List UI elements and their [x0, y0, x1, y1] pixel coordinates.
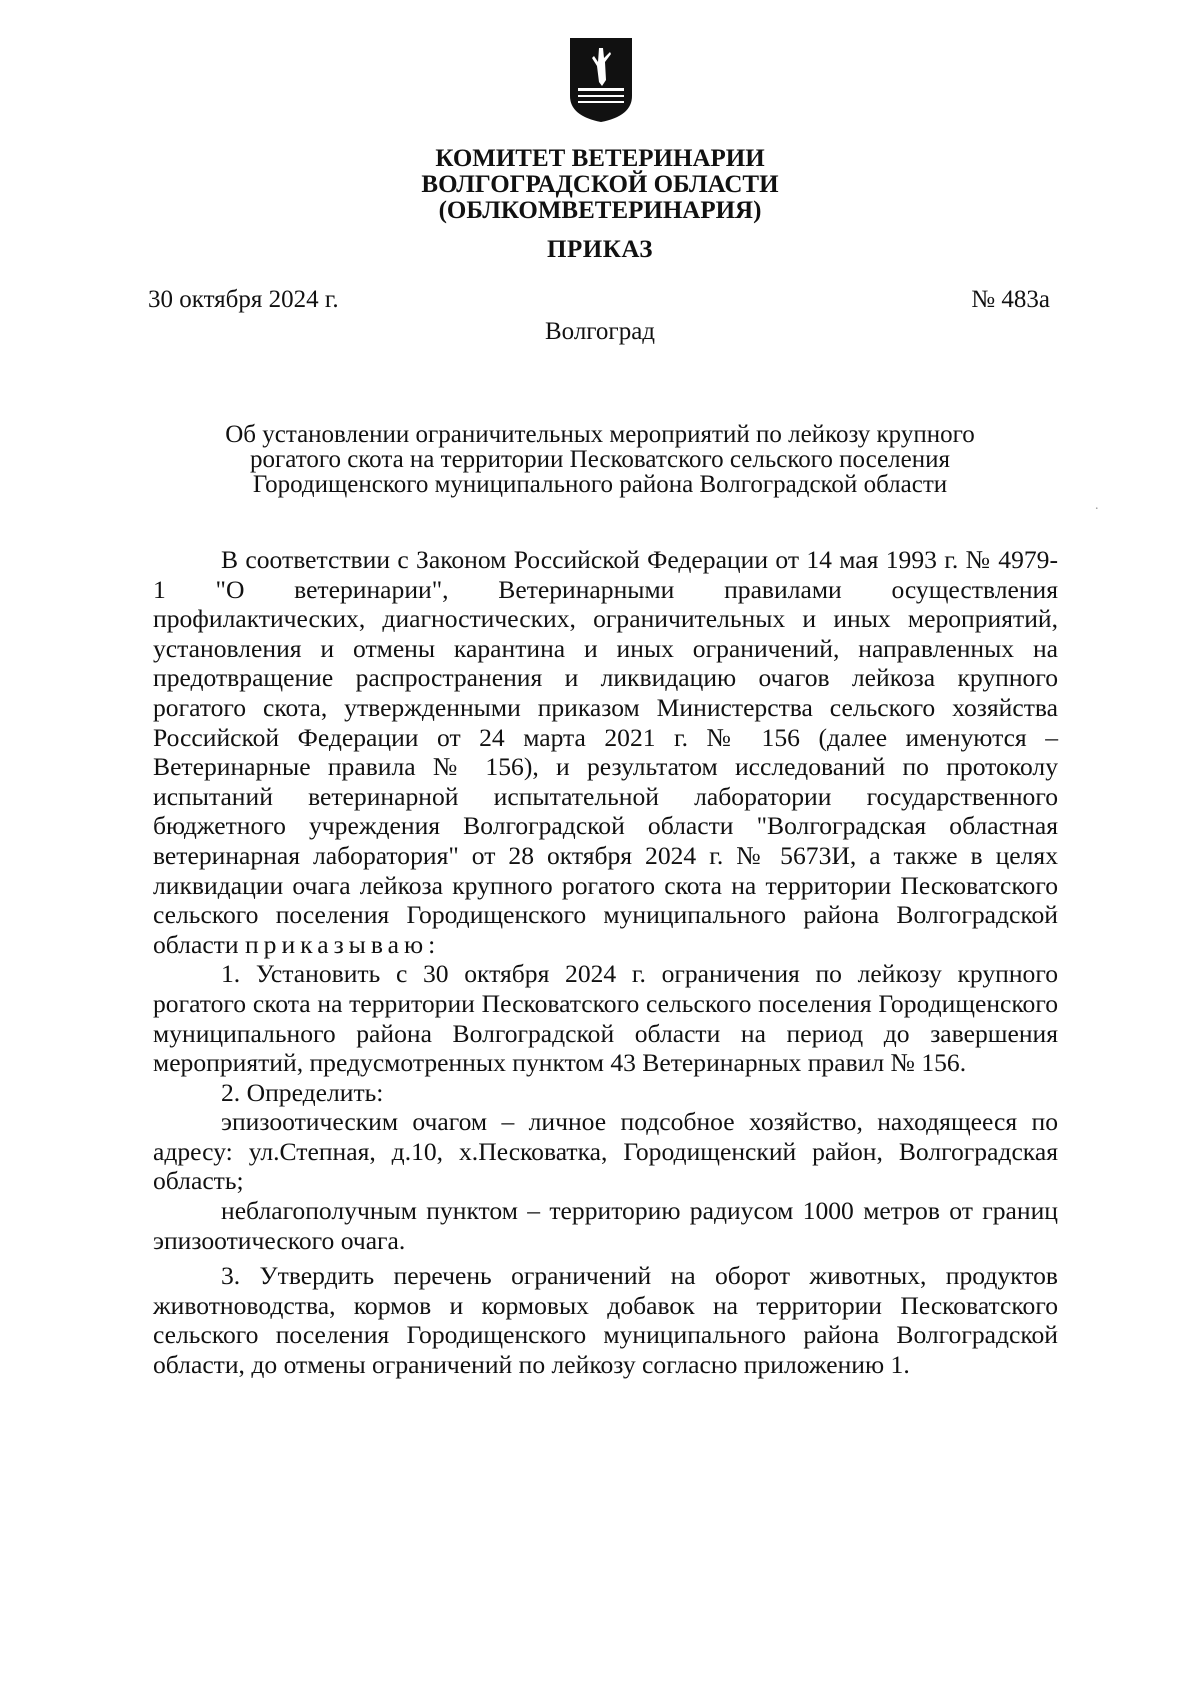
item-2-focus-paragraph: эпизоотическим очагом – личное подсобное хозяйство, находящееся по адресу: ул.Степная, д.10, х.Песковатка, Городищенский район, Волгоградская область; [153, 1107, 1058, 1196]
item-1-paragraph: 1. Установить с 30 октября 2024 г. ограничения по лейкозу крупного рогатого скота на территории Песковатского сельского поселения Городищенского муниципального района Волгоградской области на период до завершения мероприятий, предусмотренных пунктом 43 Ветеринарных правил № 156. [153, 959, 1058, 1078]
document-type: ПРИКАЗ [547, 236, 653, 263]
subject-line-1: Об установлении ограничительных мероприятий по лейкозу крупного [225, 421, 975, 448]
item-2-paragraph: 2. Определить: [221, 1077, 384, 1107]
preamble-paragraph [153, 545, 1058, 959]
organization-name [0, 146, 1200, 224]
item-3-paragraph: 3. Утвердить перечень ограничений на оборот животных, продуктов животноводства, кормов и кормовых добавок на территории Песковатского сельского поселения Городищенского муниципального района Волгоградской области, до отмены ограничений по лейкозу согласно приложению 1. [153, 1261, 1058, 1380]
volgograd-emblem-icon [566, 36, 636, 124]
margin-mark: . [1095, 498, 1099, 513]
org-line-1: КОМИТЕТ ВЕТЕРИНАРИИ [435, 145, 765, 172]
item-2-area-paragraph: неблагополучным пунктом – территорию радиусом 1000 метров от границ эпизоотического очага. [153, 1196, 1058, 1255]
subject-line-3: Городищенского муниципального района Волгоградской области [252, 471, 948, 498]
order-city: Волгоград [544, 318, 656, 345]
org-line-2: ВОЛГОГРАДСКОЙ ОБЛАСТИ [421, 171, 779, 198]
order-word: приказываю: [244, 929, 441, 959]
order-date: 30 октября 2024 г. [148, 286, 339, 313]
subject-line-2: рогатого скота на территории Песковатского сельского поселения [250, 446, 950, 473]
order-subject [150, 422, 1050, 497]
preamble-text: В соответствии с Законом Российской Федерации от 14 мая 1993 г. № 4979-1 "О ветеринарии", Ветеринарными правилами осуществления профилактических, диагностических, ограничительных и иных мероприятий, установления и отмены карантина и иных ограничений, направленных на предотвращение распространения и ликвидацию очагов лейкоза крупного рогатого скота, утвержденными приказом Министерства сельского хозяйства Российской Федерации от 24 марта 2021 г. № 156 (далее именуются – Ветеринарные правила № 156), и результатом исследований по протоколу испытаний ветеринарной испытательной лаборатории государственного бюджетного учреждения Волгоградской области "Волгоградская областная ветеринарная лаборатория" от 28 октября 2024 г. № 5673И, а также в целях ликвидации очага лейкоза крупного рогатого скота на территории Песковатского сельского поселения Городищенского муниципального района Волгоградской области [153, 545, 1058, 959]
org-line-3: (ОБЛКОМВЕТЕРИНАРИЯ) [438, 197, 762, 224]
order-number: № 483а [971, 286, 1050, 313]
order-body [153, 545, 1058, 1380]
